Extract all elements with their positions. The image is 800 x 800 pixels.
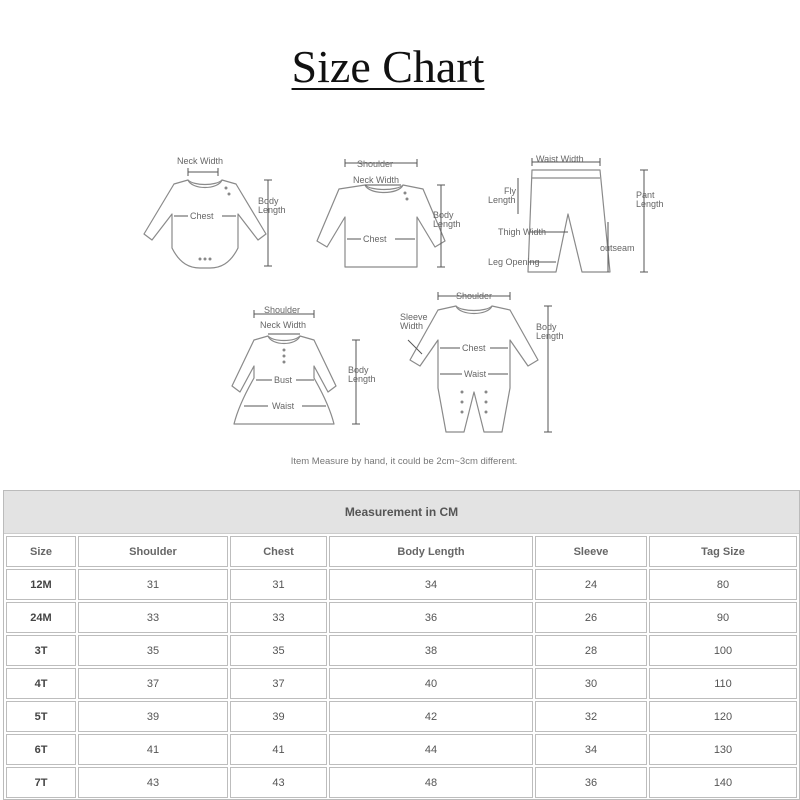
- cell-chest: 33: [230, 602, 327, 633]
- cell-sleeve: 24: [535, 569, 647, 600]
- cell-shoulder: 31: [78, 569, 228, 600]
- cell-size: 4T: [6, 668, 76, 699]
- cell-body-length: 42: [329, 701, 533, 732]
- title-text: Size Chart: [291, 41, 485, 92]
- cell-sleeve: 36: [535, 767, 647, 798]
- cell-shoulder: 33: [78, 602, 228, 633]
- cell-size: 3T: [6, 635, 76, 666]
- cell-chest: 31: [230, 569, 327, 600]
- label-shoulder: Shoulder: [456, 291, 493, 301]
- label-length: Length: [536, 331, 564, 341]
- table-row: [6, 569, 797, 600]
- table-row: [6, 635, 797, 666]
- cell-sleeve: 26: [535, 602, 647, 633]
- measure-note: Item Measure by hand, it could be 2cm~3cm different.: [290, 456, 518, 467]
- label-shoulder: Shoulder: [264, 305, 301, 315]
- label-body: Body: [348, 365, 369, 375]
- pants-diagram: [488, 152, 673, 280]
- cell-body-length: 38: [329, 635, 533, 666]
- label-outseam: outseam: [600, 243, 635, 253]
- label-pant-length: Length: [636, 199, 664, 209]
- cell-body-length: 44: [329, 734, 533, 765]
- label-fly: Fly: [504, 186, 516, 196]
- label-shoulder: Shoulder: [357, 159, 394, 169]
- table-header-row: [6, 536, 797, 567]
- page-title: [0, 40, 776, 93]
- top-diagram: [305, 155, 480, 275]
- table-row: [6, 767, 797, 798]
- col-header-shoulder: Shoulder: [78, 536, 228, 567]
- cell-shoulder: 37: [78, 668, 228, 699]
- dress-diagram: [210, 300, 390, 430]
- romper-diagram: [398, 288, 578, 438]
- label-chest: Chest: [190, 211, 214, 221]
- cell-chest: 43: [230, 767, 327, 798]
- col-header-sleeve: Sleeve: [535, 536, 647, 567]
- label-length: Length: [348, 374, 376, 384]
- label-neck-width: Neck Width: [260, 320, 307, 330]
- col-header-chest: Chest: [230, 536, 327, 567]
- label-length: Length: [433, 219, 461, 229]
- cell-sleeve: 28: [535, 635, 647, 666]
- table-row: [6, 602, 797, 633]
- table-row: [6, 668, 797, 699]
- label-pant: Pant: [636, 190, 655, 200]
- cell-tag-size: 110: [649, 668, 797, 699]
- measurement-table: [4, 534, 799, 800]
- label-waist: Waist: [464, 369, 487, 379]
- cell-body-length: 34: [329, 569, 533, 600]
- cell-tag-size: 100: [649, 635, 797, 666]
- label-waist: Waist: [272, 401, 295, 411]
- size-table: [3, 490, 800, 800]
- label-waist-width: Waist Width: [536, 154, 584, 164]
- cell-size: 7T: [6, 767, 76, 798]
- table-row: [6, 701, 797, 732]
- label-fly-length: Length: [488, 195, 516, 205]
- cell-tag-size: 140: [649, 767, 797, 798]
- cell-shoulder: 43: [78, 767, 228, 798]
- cell-sleeve: 30: [535, 668, 647, 699]
- cell-tag-size: 130: [649, 734, 797, 765]
- table-row: [6, 734, 797, 765]
- cell-tag-size: 80: [649, 569, 797, 600]
- cell-size: 24M: [6, 602, 76, 633]
- cell-size: 6T: [6, 734, 76, 765]
- cell-body-length: 40: [329, 668, 533, 699]
- label-chest: Chest: [462, 343, 486, 353]
- cell-body-length: 36: [329, 602, 533, 633]
- label-body: Body: [536, 322, 557, 332]
- label-sleeve: Sleeve: [400, 312, 428, 322]
- label-sleeve-width: Width: [400, 321, 424, 331]
- label-length: Length: [258, 205, 286, 215]
- cell-tag-size: 120: [649, 701, 797, 732]
- table-caption: Measurement in CM: [4, 491, 799, 534]
- cell-shoulder: 39: [78, 701, 228, 732]
- cell-shoulder: 41: [78, 734, 228, 765]
- label-neck-width: Neck Width: [353, 175, 400, 185]
- label-leg-opening: Leg Opening: [488, 257, 540, 267]
- label-body: Body: [433, 210, 454, 220]
- cell-body-length: 48: [329, 767, 533, 798]
- cell-chest: 35: [230, 635, 327, 666]
- label-body: Body: [258, 196, 279, 206]
- col-header-size: Size: [6, 536, 76, 567]
- col-header-tag-size: Tag Size: [649, 536, 797, 567]
- cell-shoulder: 35: [78, 635, 228, 666]
- cell-chest: 41: [230, 734, 327, 765]
- label-chest: Chest: [363, 234, 387, 244]
- label-thigh-width: Thigh Width: [498, 227, 547, 237]
- cell-chest: 37: [230, 668, 327, 699]
- cell-sleeve: 32: [535, 701, 647, 732]
- cell-sleeve: 34: [535, 734, 647, 765]
- cell-tag-size: 90: [649, 602, 797, 633]
- label-neck-width: Neck Width: [177, 156, 224, 166]
- cell-size: 5T: [6, 701, 76, 732]
- cell-size: 12M: [6, 569, 76, 600]
- col-header-body-length: Body Length: [329, 536, 533, 567]
- bodysuit-diagram: [130, 150, 286, 275]
- cell-chest: 39: [230, 701, 327, 732]
- label-bust: Bust: [274, 375, 293, 385]
